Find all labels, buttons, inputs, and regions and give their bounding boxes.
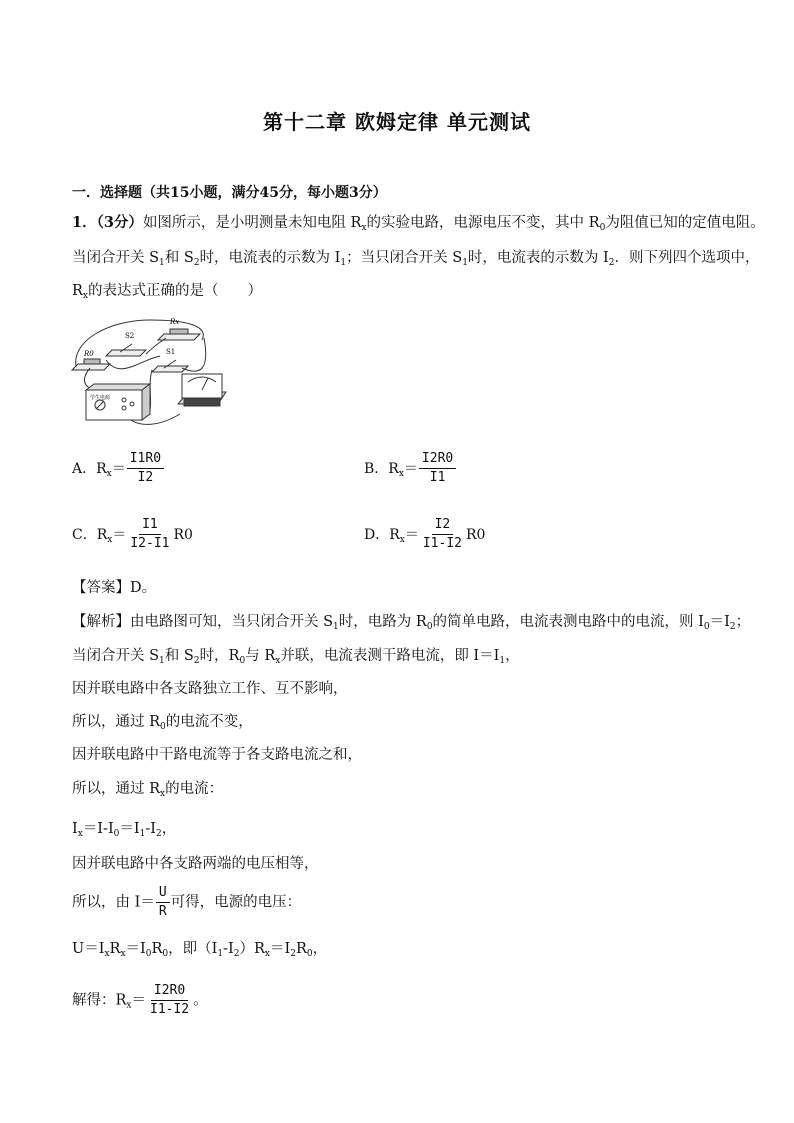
text: 当闭合开关 S <box>72 648 160 664</box>
analysis-tag: 【解析】 <box>72 614 130 630</box>
denominator: I1-I2 <box>150 1002 190 1017</box>
eq: ＝ <box>111 461 126 477</box>
question-line-3 <box>72 281 262 306</box>
sub: 2 <box>729 622 736 632</box>
eq: ＝ <box>112 527 127 543</box>
numerator: I2R0 <box>151 982 188 1001</box>
text: ； <box>735 614 751 630</box>
text: ＝I <box>119 821 140 837</box>
option-a[interactable] <box>72 450 165 487</box>
text: 所以，通过 R <box>72 714 161 730</box>
option-a-label: A．R <box>72 461 107 477</box>
text: ， <box>161 821 177 837</box>
option-b-label: B．R <box>364 461 399 477</box>
sub: 1 <box>340 258 347 268</box>
denominator: R <box>158 904 167 919</box>
question-line-1 <box>72 213 765 238</box>
option-c-label: C．R <box>72 527 108 543</box>
analysis-line-4 <box>72 712 253 737</box>
answer-tag: 【答案】 <box>72 580 130 596</box>
analysis-line-3: 因并联电路中各支路独立工作、互不影响， <box>72 681 348 697</box>
q2-text: ；当只闭合开关 S <box>346 250 463 266</box>
text: U＝I <box>72 941 105 957</box>
sub: 2 <box>193 258 200 268</box>
analysis-line-10 <box>72 939 327 964</box>
text: ，即（I <box>168 941 218 957</box>
text: 和 S <box>164 648 194 664</box>
numerator: I1R0 <box>127 450 164 469</box>
ohm-fraction <box>156 884 170 921</box>
option-d-suffix: R0 <box>465 526 486 543</box>
text: ＝ <box>131 992 146 1009</box>
text: ＝I <box>709 614 730 630</box>
sub: 2 <box>156 829 162 839</box>
analysis-line-1 <box>72 612 750 637</box>
option-b-fraction <box>419 450 456 487</box>
sub: x <box>77 829 83 839</box>
sub: 1 <box>159 258 165 268</box>
sub: x <box>264 949 270 959</box>
sub: x <box>104 949 110 959</box>
text: 所以，由 I＝ <box>72 894 155 911</box>
text: -I <box>145 821 157 837</box>
sub: 1 <box>462 258 468 268</box>
option-d[interactable] <box>364 516 485 553</box>
text: I <box>72 821 78 837</box>
sub: 0 <box>113 829 120 839</box>
text: 时，电路为 R <box>338 614 427 630</box>
text: 时，R <box>199 648 240 664</box>
option-a-fraction <box>127 450 164 487</box>
text: -I <box>223 941 234 957</box>
numerator: U <box>156 884 170 903</box>
numerator: I2 <box>432 516 454 535</box>
text: 并联，电流表测干路电流，即 I＝I <box>280 648 500 664</box>
option-d-fraction <box>420 516 465 553</box>
sub: x <box>361 223 367 233</box>
question-number: 1． <box>72 214 97 231</box>
denominator: I2-I1 <box>130 536 170 551</box>
text: 可得，电源的电压： <box>170 894 302 911</box>
sub: 0 <box>599 223 606 233</box>
q2-text: 时，电流表的示数为 I <box>199 250 341 266</box>
text: ＝I <box>270 941 291 957</box>
sub: 1 <box>139 829 146 839</box>
sub: x <box>126 1000 132 1011</box>
text: R <box>151 941 163 957</box>
text: 所以，通过 R <box>72 781 161 797</box>
analysis-line-6 <box>72 779 223 804</box>
sub: 0 <box>703 622 710 632</box>
answer-value: D。 <box>130 580 157 596</box>
sub: 1 <box>159 656 165 666</box>
analysis-line-8: 因并联电路中各支路两端的电压相等， <box>72 856 319 872</box>
result-fraction <box>147 982 192 1019</box>
sub: x <box>399 535 405 545</box>
numerator: I2R0 <box>419 450 456 469</box>
sub: 1 <box>499 656 506 666</box>
sub: 2 <box>290 949 296 959</box>
sub: 1 <box>333 622 339 632</box>
text: R <box>295 941 307 957</box>
numerator: I1 <box>139 516 161 535</box>
label-s1: S1 <box>166 348 176 356</box>
analysis-line-9 <box>72 884 301 921</box>
sub: 1 <box>217 949 224 959</box>
sub: x <box>82 291 88 301</box>
sub: 0 <box>160 722 166 732</box>
question-line-2 <box>72 248 760 273</box>
text: ＝I-I <box>82 821 114 837</box>
circuit-figure <box>70 310 230 430</box>
sub: 0 <box>426 622 433 632</box>
q1-text: 如图所示，是小明测量未知电阻 R <box>142 215 362 231</box>
text: 由电路图可知，当只闭合开关 S <box>130 614 334 630</box>
q2-text: ．则下列四个选项中， <box>614 250 760 266</box>
q3-text: 的表达式正确的是（ ） <box>88 283 262 299</box>
answer <box>72 578 156 598</box>
text: ， <box>312 941 328 957</box>
section-heading: 一．选择题（共15小题，满分45分，每小题3分） <box>72 185 387 201</box>
denominator: I2 <box>137 470 154 485</box>
label-r0: R0 <box>84 350 94 358</box>
analysis-line-2 <box>72 646 520 671</box>
denominator: I1-I2 <box>422 536 462 551</box>
analysis-line-7 <box>72 819 176 844</box>
question-score: （3分） <box>96 214 143 231</box>
sub: x <box>275 656 281 666</box>
eq: ＝ <box>403 461 418 477</box>
text: 的电流： <box>165 781 224 797</box>
text: R <box>109 941 121 957</box>
option-b[interactable] <box>364 450 457 487</box>
q1-text: 的实验电路，电源电压不变，其中 R <box>366 215 600 231</box>
option-c[interactable] <box>72 516 193 553</box>
text: 的简单电路，电流表测电路中的电流，则 I <box>432 614 704 630</box>
eq: ＝ <box>404 527 419 543</box>
sub: x <box>107 535 113 545</box>
label-supply: 学生电源 <box>90 395 111 401</box>
text: 与 R <box>245 648 276 664</box>
q2-text: 和 S <box>164 250 194 266</box>
text: ＝I <box>125 941 146 957</box>
label-rx: Rx <box>170 318 180 326</box>
sub: x <box>160 789 166 799</box>
sub: 2 <box>193 656 200 666</box>
text: ）R <box>239 941 265 957</box>
denominator: I1 <box>429 470 446 485</box>
analysis-line-5: 因并联电路中干路电流等于各支路电流之和， <box>72 747 362 763</box>
q2-text: 时，电流表的示数为 I <box>467 250 609 266</box>
q1-text: 为阻值已知的定值电阻。 <box>605 215 765 231</box>
sub: 2 <box>233 949 240 959</box>
q2-text: 当闭合开关 S <box>72 250 160 266</box>
q3-text: R <box>72 283 83 299</box>
text: 。 <box>193 992 208 1009</box>
option-c-fraction <box>127 516 172 553</box>
sub: x <box>120 949 126 959</box>
sub: x <box>106 469 112 479</box>
sub: 0 <box>162 949 169 959</box>
label-s2: S2 <box>125 332 135 340</box>
text: 的电流不变， <box>165 714 253 730</box>
option-d-label: D．R <box>364 527 400 543</box>
page-title: 第十二章 欧姆定律 单元测试 <box>263 110 531 134</box>
sub: 2 <box>608 258 615 268</box>
sub: 0 <box>239 656 246 666</box>
analysis-line-11 <box>72 982 208 1019</box>
sub: 0 <box>145 949 152 959</box>
text: 解得：R <box>72 992 127 1009</box>
sub: 0 <box>306 949 313 959</box>
text: ， <box>505 648 520 664</box>
option-c-suffix: R0 <box>173 526 193 543</box>
sub: x <box>398 469 404 479</box>
